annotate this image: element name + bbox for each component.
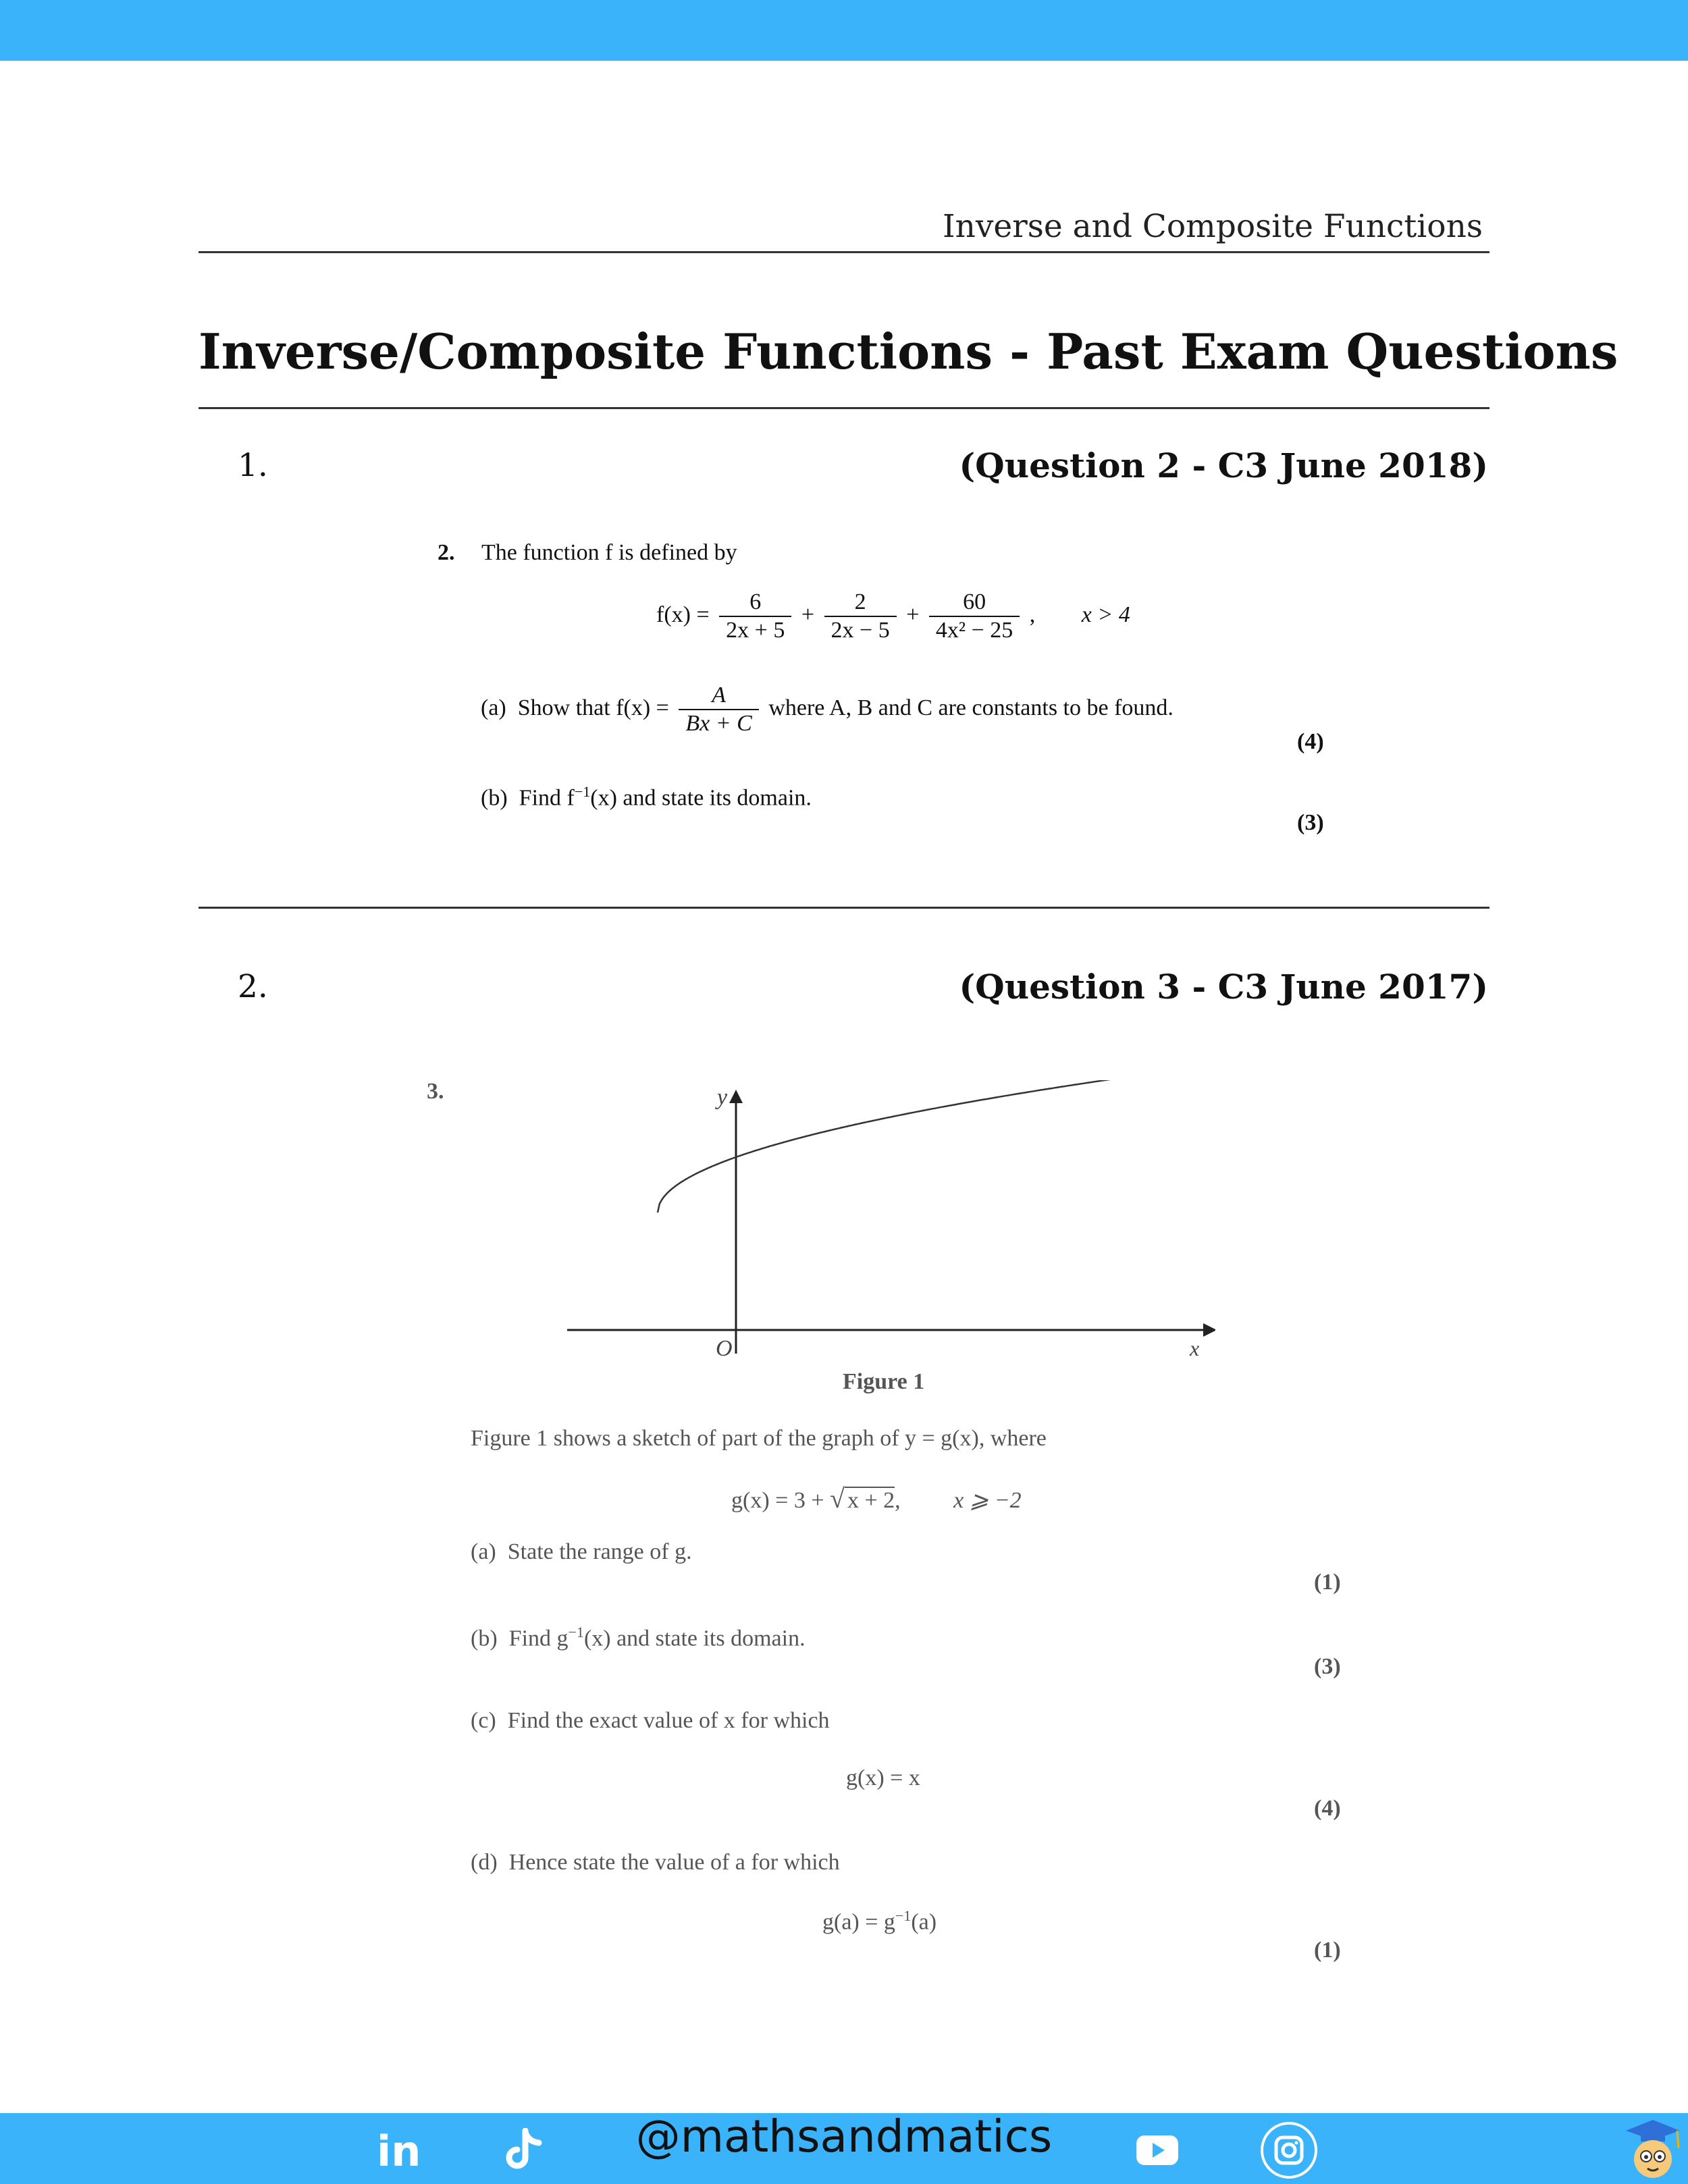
origin-label: O — [716, 1336, 733, 1361]
header-rule — [199, 251, 1489, 253]
q2-part-b-marks: (3) — [1314, 1654, 1341, 1679]
q1-part-a: (a) Show that f(x) = $\frac{A}{Bx + C}$ where A, B and C are constants to be found. — [481, 683, 1173, 736]
y-axis-label: y — [717, 1085, 728, 1110]
q2-function-definition: g(x) = 3 + √ x + 2, x ⩾ −2 — [731, 1483, 1022, 1514]
instagram-icon[interactable] — [1260, 2121, 1318, 2179]
q2-intro: Figure 1 shows a sketch of part of the graph of y = g(x), where — [471, 1426, 1047, 1451]
q1-part-a-marks: (4) — [1297, 729, 1324, 754]
q2-part-a: (a) State the range of g. — [471, 1539, 692, 1564]
q2-part-d-marks: (1) — [1314, 1938, 1341, 1963]
q1-part-b: (b) Find $f^{-1}(x)$ and state its domain. — [481, 783, 812, 811]
question-2-reference: (Question 3 - C3 June 2017) — [959, 967, 1488, 1007]
title-rule — [199, 407, 1489, 409]
fx-lhs: f(x) = — [656, 602, 710, 627]
youtube-icon[interactable] — [1136, 2135, 1178, 2165]
figure-1-graph — [554, 1080, 1215, 1364]
q1-part-a-fraction: $\frac{A}{Bx + C}$ — [679, 682, 758, 737]
mascot-icon — [1620, 2114, 1685, 2182]
x-axis-arrow-icon — [1203, 1323, 1215, 1337]
page-title: Inverse/Composite Functions - Past Exam Questions — [199, 323, 1618, 380]
q1-intro: The function f is defined by — [481, 540, 737, 565]
q2-part-c-marks: (4) — [1314, 1796, 1341, 1821]
x-axis-label: x — [1190, 1336, 1200, 1360]
question-1-reference: (Question 2 - C3 June 2018) — [959, 446, 1488, 485]
fx-domain: x > 4 — [1081, 602, 1130, 627]
q2-part-d: (d) Hence state the value of a for which — [471, 1850, 840, 1875]
y-axis-arrow-icon — [729, 1090, 743, 1103]
question-1-number: 1. — [238, 447, 268, 484]
q1-function-definition: f(x) = $\frac{6}{2x + 5}$ + $\frac{2}{2x - 5}$ + $\frac{60}{\text{4x² − 25}}$ , x > 4 — [656, 589, 1130, 643]
q2-part-b: (b) Find $g^{-1}(x)$ and state its domain. — [471, 1624, 806, 1651]
q2-exam-number: 3. — [427, 1079, 444, 1104]
question-2-number: 2. — [238, 968, 268, 1005]
fx-term-3: $\frac{60}{\text{4x² − 25}}$ — [929, 589, 1020, 644]
fx-term-1: $\frac{6}{2x + 5}$ — [719, 589, 791, 644]
q1-part-b-marks: (3) — [1297, 810, 1324, 835]
q2-part-c-equation: g(x) = x — [846, 1765, 920, 1790]
q2-part-d-equation: $g(a) = g^{-1}(a)$ — [822, 1907, 937, 1935]
running-header: Inverse and Composite Functions — [943, 208, 1483, 245]
q2-part-a-marks: (1) — [1314, 1570, 1341, 1595]
linkedin-icon[interactable]: in — [377, 2127, 421, 2176]
section-rule — [199, 907, 1489, 909]
q2-part-c: (c) Find the exact value of x for which — [471, 1708, 830, 1733]
q1-exam-number: 2. — [438, 540, 455, 565]
fx-term-2: $\frac{2}{2x - 5}$ — [824, 589, 897, 644]
top-banner — [0, 0, 1688, 61]
social-handle[interactable]: @mathsandmatics — [635, 2110, 1053, 2162]
figure-caption: Figure 1 — [843, 1369, 925, 1394]
